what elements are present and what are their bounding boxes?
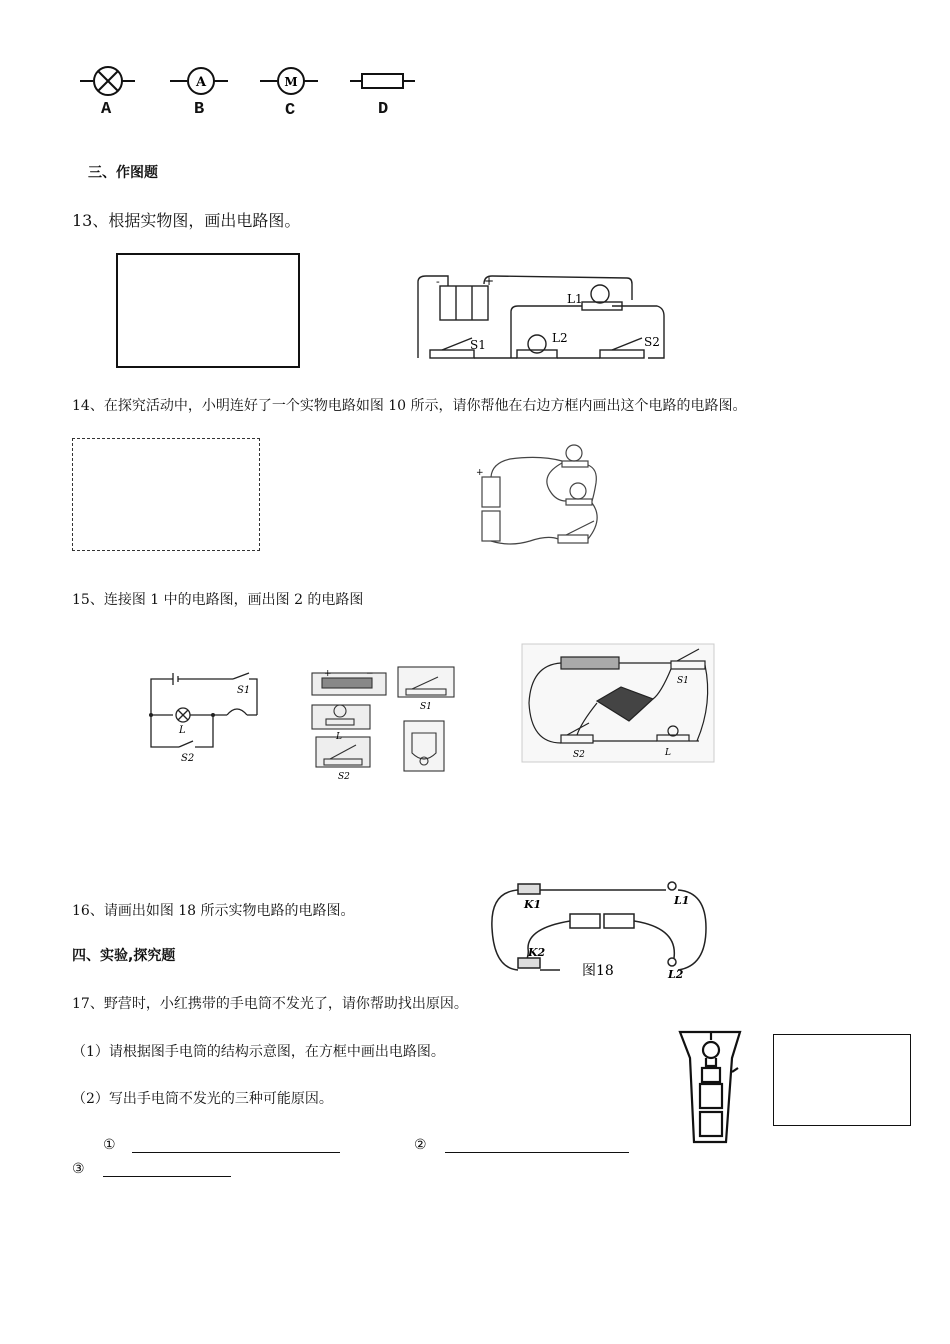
blank-line-2[interactable]: [445, 1136, 629, 1153]
blank-marker-2: ②: [414, 1137, 427, 1153]
resistor-symbol-icon: [350, 74, 415, 88]
blank-marker-1: ①: [103, 1137, 116, 1153]
q16-k1-label: K1: [524, 898, 542, 911]
question-17-sub-1: （1）请根据图手电筒的结构示意图，在方框中画出电路图。: [72, 1044, 445, 1060]
symbol-label-c: C: [285, 101, 296, 120]
q15-fig1-s1: S1: [237, 685, 251, 696]
symbol-label-a: A: [101, 100, 112, 119]
lamp-symbol-icon: [80, 67, 135, 95]
q13-l1-label: L1: [567, 292, 583, 306]
q16-physical-circuit-figure: [488, 878, 714, 982]
q15-component-parts-figure: [308, 665, 460, 785]
question-16-text: 16、请画出如图 18 所示实物电路的电路图。: [72, 903, 355, 919]
q15-parts-plus: +: [324, 669, 332, 679]
q15-parts-s1: S1: [420, 702, 432, 712]
q14-plus-label: +: [476, 468, 484, 478]
q15-fig1-l: L: [179, 725, 186, 736]
q13-physical-circuit-figure: [412, 272, 674, 368]
motor-letter: M: [284, 75, 298, 89]
blank-line-3[interactable]: [103, 1160, 231, 1177]
q15-junction-dot: [211, 713, 215, 717]
section-3-title: 三、作图题: [88, 165, 158, 181]
q13-answer-box[interactable]: [116, 253, 300, 368]
q14-physical-circuit-figure: [470, 435, 610, 553]
question-14-text: 14、在探究活动中，小明连好了一个实物电路如图 10 所示，请你帮他在右边方框内画出这个电路的电路图。: [72, 398, 747, 414]
q13-battery-plus: +: [484, 274, 495, 288]
q15-parts-minus: −: [366, 669, 374, 679]
q15-fig2-s1: S1: [677, 676, 689, 686]
question-17-sub-2: （2）写出手电筒不发光的三种可能原因。: [72, 1091, 333, 1107]
q16-l2-label: L2: [668, 968, 684, 981]
blank-line-1[interactable]: [132, 1136, 340, 1153]
q13-battery-minus: -: [436, 275, 440, 288]
q13-s1-label: S1: [470, 338, 486, 352]
q16-l1-label: L1: [674, 894, 690, 907]
question-15-text: 15、连接图 1 中的电路图，画出图 2 的电路图: [72, 592, 364, 608]
flashlight-structure-figure: [676, 1028, 746, 1146]
q15-fig1-s2: S2: [181, 753, 195, 764]
q15-parts-l: L: [336, 732, 342, 742]
q15-fig2-s2: S2: [573, 750, 585, 760]
q17-answer-box[interactable]: [773, 1034, 911, 1126]
q16-figure-label: 图18: [582, 963, 614, 979]
ammeter-symbol-icon: [170, 68, 228, 94]
q13-s2-label: S2: [644, 335, 660, 349]
ammeter-letter: A: [195, 75, 207, 90]
blank-marker-3: ③: [72, 1161, 85, 1177]
q15-figure-2-physical-circuit: [521, 643, 715, 763]
symbol-label-d: D: [378, 100, 389, 119]
q15-junction-dot: [149, 713, 153, 717]
question-13-text: 13、根据实物图，画出电路图。: [72, 211, 301, 230]
section-4-title: 四、实验,探究题: [72, 948, 176, 964]
q14-answer-box[interactable]: [72, 438, 260, 551]
symbol-label-b: B: [194, 100, 205, 119]
q15-fig2-l: L: [665, 748, 671, 758]
question-17-text: 17、野营时，小红携带的手电筒不发光了，请你帮助找出原因。: [72, 996, 468, 1012]
answer-blank-1[interactable]: [103, 1136, 353, 1153]
circuit-symbols-row: [75, 60, 420, 125]
q15-figure-1-schematic: [145, 665, 265, 765]
answer-blank-3[interactable]: [72, 1160, 252, 1177]
q16-k2-label: K2: [528, 946, 546, 959]
q13-l2-label: L2: [552, 331, 568, 345]
q15-parts-s2: S2: [338, 772, 350, 782]
motor-symbol-icon: [260, 68, 318, 94]
answer-blank-2[interactable]: [414, 1136, 644, 1153]
